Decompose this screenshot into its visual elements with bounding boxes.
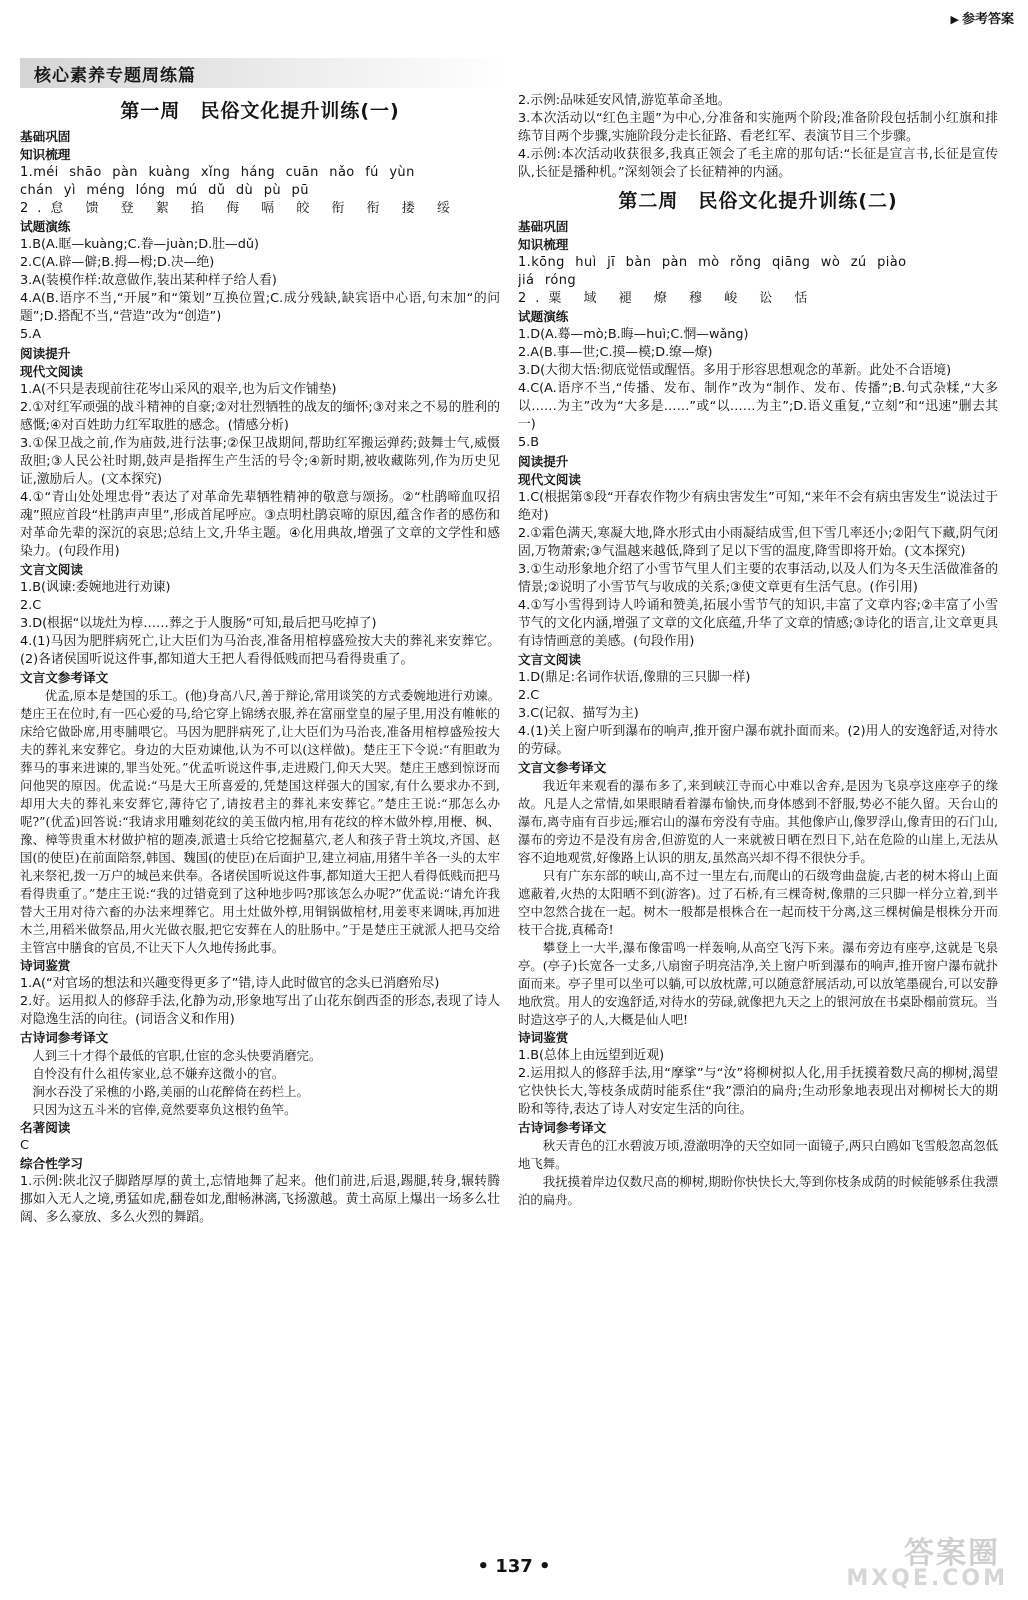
week1-w3: 3.D(根据“以垅灶为椁……葬之于人腹肠”可知,最后把马吃掉了): [20, 616, 377, 631]
week1-x4: 4.①“青山处处埋忠骨”表达了对革命先辈牺牲精神的敬意与颂扬。②“杜鹃啼血叹招魂”照应首段“杜鹃声声里”,形成首尾呼应。③点明杜鹃哀啼的原因,蕴含作者的感伤和对革命先辈的深沉的哀思;总结上文,升华主题。④化用典故,增强了文章的文学性和感染力。(句段作用): [20, 490, 500, 559]
left-column: [20, 92, 500, 1542]
week2-t5: 5.B: [518, 435, 539, 450]
poem-line: 只因为这五斗米的官俸,竟然要辜负这根钓鱼竿。: [32, 1102, 297, 1117]
week1-m1: C: [20, 1138, 29, 1153]
week2-w1: 1.D(鼎足:名词作状语,像鼎的三只脚一样): [518, 670, 751, 685]
banner-title: 核心素养专题周练篇: [34, 66, 196, 86]
poem-line: 人到三十才得个最低的官职,仕宦的念头快要消磨完。: [32, 1048, 322, 1063]
week2-zhishi-heading: 知识梳理: [518, 237, 569, 252]
week2-s1: 1.B(总体上由远望到近观): [518, 1048, 665, 1063]
week2-title: 第二周 民俗文化提升训练(二): [618, 190, 898, 212]
reference-answer-label: [951, 8, 1014, 27]
week2-poem-translation-1: 秋天青色的江水碧波万顷,澄澈明净的天空如同一面镜子,两只白鸥如飞雪般忽高忽低地飞舞。: [518, 1138, 998, 1171]
week2-w3: 3.C(记叙、描写为主): [518, 706, 639, 721]
week2-poem-translation-2: 我抚摸着岸边仅数尺高的柳树,期盼你快快长大,等到你枝条成荫的时候能够系住我漂泊的扁舟。: [518, 1174, 998, 1207]
week1-translation: 优孟,原本是楚国的乐工。(他)身高八尺,善于辩论,常用谈笑的方式委婉地进行劝谏。楚庄王在位时,有一匹心爱的马,给它穿上锦绣衣服,养在富丽堂皇的屋子里,用没有帷帐的床给它做卧席,用枣脯喂它。马因为肥胖病死了,让大臣们为马治丧,准备用棺椁盛殓按大夫的葬礼来安葬它。身边的大臣劝谏他,认为不可以(这样做)。楚庄王下令说:“有胆敢为葬马的事来进谏的,罪当处死。”优孟听说这件事,走进殿门,仰天大哭。楚庄王感到惊讶而问他哭的原因。优孟说:“马是大王所喜爱的,凭楚国这样强大的国家,有什么要求办不到,却用大夫的葬礼来安葬它,薄待它了,请按君主的葬礼来安葬它。”楚庄王说:“那怎么办呢?”(优孟)回答说:“我请求用雕刻花纹的美玉做内棺,用有花纹的梓木做外椁,用楩、枫、豫、樟等贵重木材做护棺的题凑,派遣士兵给它挖掘墓穴,老人和孩子背土筑坟,齐国、赵国(的使臣)在前面陪祭,韩国、魏国(的使臣)在后面护卫,建立祠庙,用猪牛羊各一头的太牢礼来祭祀,拨一万户的城邑来供奉。各诸侯国听说这件事,都知道大王把人看得低贱而把马看得贵重了。”楚庄王说:“我的过错竟到了这种地步吗?那该怎么办呢?”优孟说:“请允许我替大王用对待六畜的办法来埋葬它。用土灶做外椁,用铜锅做棺材,用姜枣来调味,再加进木兰,用稻米做祭品,用火光做衣服,把它安葬在人的肚肠中。”于是楚庄王就派人把马交给主管宫中膳食的官员,不让天下人久地传扬此事。: [20, 688, 500, 955]
page-number: • 137 •: [477, 1556, 551, 1577]
week2-t1: 1.D(A.蓦—mò;B.晦—huì;C.惘—wǎng): [518, 327, 749, 342]
week1-t2: 2.C(A.辟—僻;B.拇—栂;D.决—绝): [20, 255, 215, 270]
week2-t4: 4.C(A.语序不当,“传播、发布、制作”改为“制作、发布、传播”;B.句式杂糅,“大多以……为主”改为“大多是……”或“以……为主”;D.语义重复,“立刻”和“迅速”删去其一): [518, 381, 998, 432]
week1-zonghe-heading: 综合性学习: [20, 1156, 83, 1171]
week1-x1: 1.A(不只是表现前往花岑山采风的艰辛,也为后文作铺垫): [20, 382, 337, 397]
week2-pinyin-line1: 1.kōng huì jī bàn pàn mò rǒng qiāng wò zú piào: [518, 255, 907, 270]
triangle-icon: ▶: [950, 13, 959, 26]
week1-wenyan-heading: 文言文阅读: [20, 562, 83, 577]
week2-t2: 2.A(B.事—世;C.摸—模;D.缭—燎): [518, 345, 713, 360]
week1-t3: 3.A(装模作样:故意做作,装出某种样子给人看): [20, 273, 277, 288]
week2-w2: 2.C: [518, 688, 540, 703]
week2-x4: 4.①写小雪得到诗人吟诵和赞美,拓展小雪节气的知识,丰富了文章内容;②丰富了小雪节气的文化内涵,增强了文章的文化底蕴,升华了文章的情感;③诗化的语言,让文章更具有诗情画意的美感。(句段作用): [518, 598, 998, 649]
week2-x1: 1.C(根据第⑤段“开春农作物少有病虫害发生”可知,“来年不会有病虫害发生”说法过于绝对): [518, 490, 998, 523]
week1-shici-heading: 诗词鉴赏: [20, 958, 71, 973]
week1-t1: 1.B(A.眶—kuàng;C.眷—juàn;D.肚—dǔ): [20, 237, 259, 252]
week2-xiandai-heading: 现代文阅读: [518, 472, 581, 487]
week1-wyyw-heading: 文言文参考译文: [20, 670, 109, 685]
reference-answer-text: 参考答案: [961, 12, 1014, 27]
week1-s2: 2.好。运用拟人的修辞手法,化静为动,形象地写出了山花东倒西歪的形态,表现了诗人对隐逸生活的向往。(词语含义和作用): [20, 994, 500, 1027]
right-r2: 2.示例:品味延安风情,游览革命圣地。: [518, 93, 731, 108]
week2-yuedu-heading: 阅读提升: [518, 454, 569, 469]
week1-t5: 5.A: [20, 327, 41, 342]
week2-translation-p2: 只有广东东部的峡山,高不过一里左右,而爬山的石级弯曲盘旋,古老的树木将山上面遮蔽着,火热的太阳晒不到(游客)。过了石桥,有三棵奇树,像鼎的三只脚一样分立着,到半空中忽然合拢在一起。树木一般都是根株合在一起而枝干分离,这三棵树偏是根株分开而枝干合拢,真稀奇!: [518, 868, 998, 937]
week1-w1: 1.B(讽谏:委婉地进行劝谏): [20, 580, 171, 595]
week1-t4: 4.A(B.语序不当,“开展”和“策划”互换位置;C.成分残缺,缺宾语中心语,句末加“的问题”;D.搭配不当,“营造”改为“创造”): [20, 291, 500, 324]
week2-chars: 2.粟 域 褪 燎 穆 峻 讼 恬: [518, 291, 817, 306]
week1-pinyin-line2: chán yì méng lóng mú dǔ dù pù pū: [20, 183, 309, 198]
week2-shici-heading: 诗词鉴赏: [518, 1030, 569, 1045]
week2-wenyan-heading: 文言文阅读: [518, 652, 581, 667]
watermark-line2: MXQE.COM: [846, 1566, 1008, 1591]
week1-gushi-heading: 古诗词参考译文: [20, 1030, 109, 1045]
week1-chars: 2.怠 馈 登 絮 掐 侮 嗝 皎 衔 衔 搂 绥: [20, 201, 459, 216]
week2-pinyin-line2: jiá róng: [518, 273, 577, 288]
week1-jichu-heading: 基础巩固: [20, 129, 71, 144]
poem-line: 涧水吞没了采樵的小路,美丽的山花醉倚在药栏上。: [32, 1084, 309, 1099]
right-r3: 3.本次活动以“红色主题”为中心,分准备和实施两个阶段;准备阶段包括制小红旗和排练节目两个步骤,实施阶段分走长征路、看老红军、表演节目三个步骤。: [518, 111, 998, 144]
watermark-line1: 答案圈: [904, 1536, 1000, 1571]
week1-zhishi-heading: 知识梳理: [20, 147, 71, 162]
week1-shiti-heading: 试题演练: [20, 219, 71, 234]
week1-s1: 1.A(“对官场的想法和兴趣变得更多了”错,诗人此时做官的念头已消磨殆尽): [20, 976, 440, 991]
week2-jichu-heading: 基础巩固: [518, 219, 569, 234]
week2-x2: 2.①霜色满天,寒凝大地,降水形式由小雨凝结成雪,但下雪几率还小;②阳气下藏,阴气闭固,万物萧索;③气温越来越低,降到了足以下雪的温度,降雪即将开始。(文本探究): [518, 526, 998, 559]
week1-mingzhu-heading: 名著阅读: [20, 1120, 71, 1135]
week2-translation-p3: 攀登上一大半,瀑布像雷鸣一样轰响,从高空飞泻下来。瀑布旁边有座亭,这就是飞泉亭。(亭子)长宽各一丈多,八扇窗子明亮洁净,关上窗户听到瀑布的响声,推开窗户瀑布就扑面而来。亭子里可以坐可以躺,可以放枕蓆,可以随意舒展活动,可以放笔墨砚台,可以安静地欣赏。用人的安逸舒适,对待水的劳碌,就像把九天之上的银河放在书桌卧榻前赏玩。当时造这亭子的人,大概是仙人吧!: [518, 940, 998, 1027]
week2-w4: 4.(1)关上窗户听到瀑布的响声,推开窗户瀑布就扑面而来。(2)用人的安逸舒适,对待水的劳碌。: [518, 724, 998, 757]
week2-translation-p1: 我近年来观看的瀑布多了,来到峡江寺而心中难以舍弃,是因为飞泉亭这座亭子的缘故。凡是人之常情,如果眼睛看着瀑布愉快,而身体感到不舒服,势必不能久留。天台山的瀑布,离寺庙有百步远;雁宕山的瀑布旁没有寺庙。其他像庐山,像罗浮山,像青田的石门山,瀑布的旁边不是没有房舍,但游览的人一来就被日晒在烈日下,站在危险的山崖上,无法从容不迫地观赏,好像路上认识的朋友,虽然高兴却不得不很快分手。: [518, 778, 998, 865]
right-column: [518, 92, 998, 1542]
week1-z1: 1.示例:陕北汉子脚踏厚厚的黄土,忘情地舞了起来。他们前进,后退,踢腿,转身,辗转腾挪如入无人之境,勇猛如虎,翻卷如龙,酣畅淋漓,飞扬激越。黄土高原上爆出一场多么壮阔、多么豪放、多么火烈的舞蹈。: [20, 1174, 500, 1225]
week2-shiti-heading: 试题演练: [518, 309, 569, 324]
week2-t3: 3.D(大彻大悟:彻底觉悟或醒悟。多用于形容思想观念的革新。此处不合语境): [518, 363, 952, 378]
week1-x2: 2.①对红军顽强的战斗精神的自豪;②对壮烈牺牲的战友的缅怀;③对来之不易的胜利的感慨;④对百姓助力红军取胜的感念。(情感分析): [20, 400, 500, 433]
week1-xiandai-heading: 现代文阅读: [20, 364, 83, 379]
watermark-logo: [848, 1528, 1018, 1594]
week1-x3: 3.①保卫战之前,作为庙鼓,进行法事;②保卫战期间,帮助红军搬运弹药;鼓舞士气,威慑敌胆;③人民公社时期,鼓声是指挥生产生活的号令;④新时期,被收藏陈列,作为历史见证,激励后人。(文本探究): [20, 436, 500, 487]
week1-w2: 2.C: [20, 598, 42, 613]
week1-pinyin-line1: 1.méi shāo pàn kuàng xǐng háng cuān nǎo fú yùn: [20, 165, 415, 180]
week1-title: 第一周 民俗文化提升训练(一): [120, 100, 400, 122]
week2-wyyw-heading: 文言文参考译文: [518, 760, 607, 775]
week2-gushi-heading: 古诗词参考译文: [518, 1120, 607, 1135]
week1-w4: 4.(1)马因为肥胖病死亡,让大臣们为马治丧,准备用棺椁盛殓按大夫的葬礼来安葬它。(2)各诸侯国听说这件事,都知道大王把人看得低贱而把马看得贵重了。: [20, 634, 500, 667]
section-banner: [20, 58, 510, 88]
week1-yuedu-heading: 阅读提升: [20, 346, 71, 361]
week2-x3: 3.①生动形象地介绍了小雪节气里人们主要的农事活动,以及人们为冬天生活做准备的情景;②说明了小雪节气与收成的关系;③使文章更有生活气息。(作引用): [518, 562, 998, 595]
poem-line: 自怜没有什么祖传家业,总不嫌弃这微小的官。: [32, 1066, 285, 1081]
week2-s2: 2.运用拟人的修辞手法,用“摩挲”与“汝”将柳树拟人化,用手抚摸着数尺高的柳树,渴望它快快长大,等枝条成荫时能系住“我”漂泊的扁舟;生动形象地表现出对柳树长大的期盼和等待,表达了诗人对安定生活的向往。: [518, 1066, 998, 1117]
right-r4: 4.示例:本次活动收获很多,我真正领会了毛主席的那句话:“长征是宣言书,长征是宣传队,长征是播种机。”深刻领会了长征精神的内涵。: [518, 147, 998, 180]
